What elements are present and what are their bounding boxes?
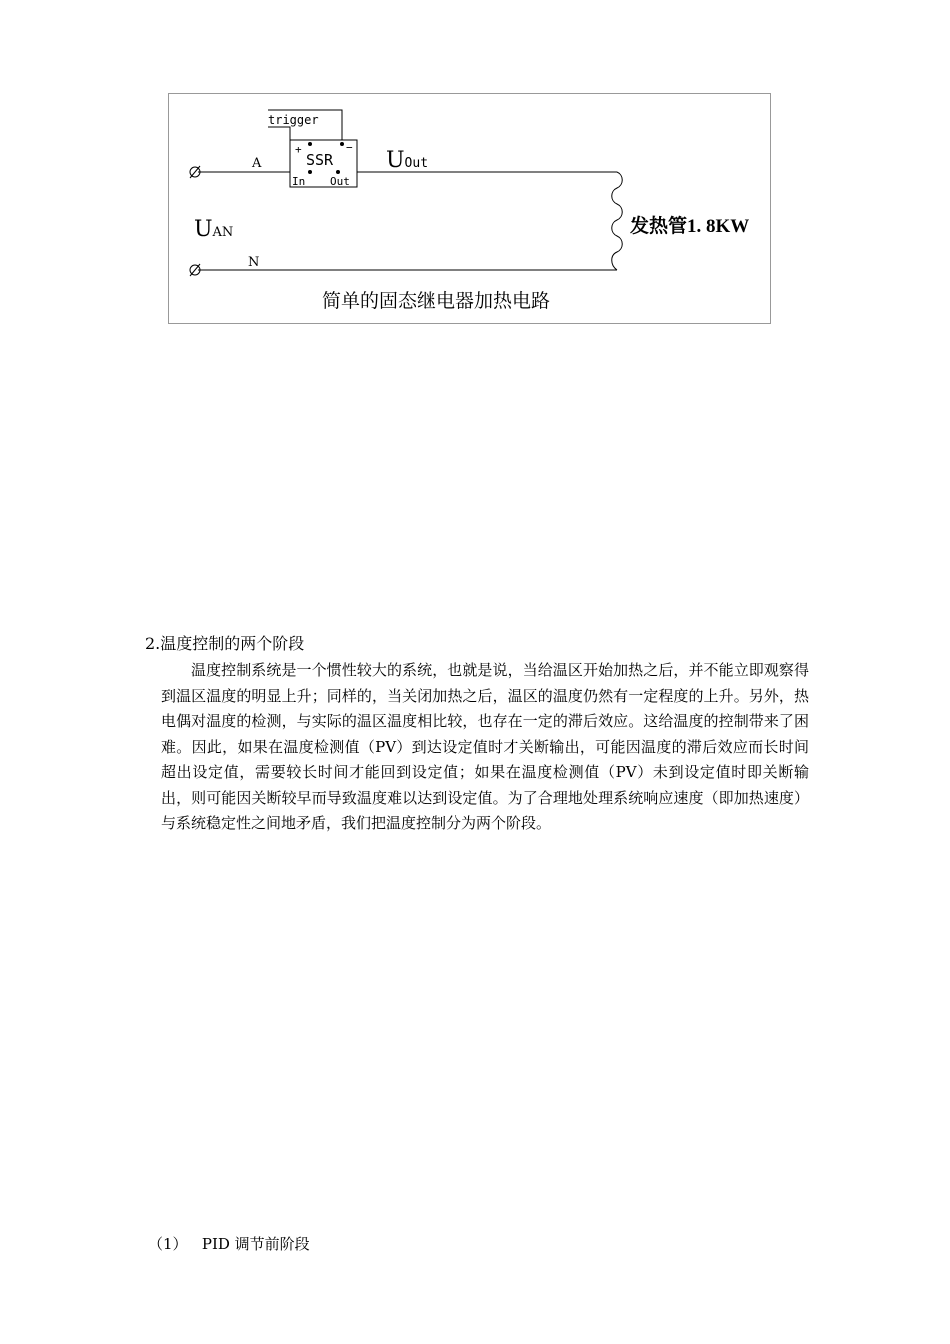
ssr-terminal-minus (340, 142, 344, 146)
section-heading: 2.温度控制的两个阶段 (145, 634, 305, 653)
ssr-out-label: Out (330, 175, 350, 188)
u-an-label: UAN (194, 217, 234, 242)
ssr-terminal-plus (308, 142, 312, 146)
ssr-label: SSR (306, 151, 334, 169)
diagram-caption: 简单的固态继电器加热电路 (322, 291, 551, 312)
ssr-terminal-in (308, 170, 312, 174)
heater-coil-icon (612, 172, 623, 270)
heater-label: 发热管1. 8KW (630, 216, 750, 237)
body-paragraph: 温度控制系统是一个惯性较大的系统，也就是说，当给温区开始加热之后，并不能立即观察得到温区温度的明显上升；同样的，当关闭加热之后，温区的温度仍然有一定程度的上升。另外，热电偶对温度的检测，与实际的温区温度相比较，也存在一定的滞后效应。这给温度的控制带来了困难。因此，如果在温度检测值（PV）到达设定值时才关断输出，可能因温度的滞后效应而长时间超出设定值，需要较长时间才能回到设定值；如果在温度检测值（PV）未到设定值时即关断输出，则可能因关断较早而导致温度难以达到设定值。为了合理地处理系统响应速度（即加热速度）与系统稳定性之间地矛盾，我们把温度控制分为两个阶段。 (161, 661, 809, 832)
ssr-terminal-out (336, 170, 340, 174)
ssr-plus-sign: + (295, 143, 302, 156)
diagram-frame (169, 94, 771, 324)
u-out-label: UOut (386, 148, 429, 173)
ssr-in-label: In (292, 175, 306, 188)
trigger-wire-plus (268, 127, 290, 145)
trigger-label: trigger (268, 113, 319, 127)
line-a-label: A (252, 156, 262, 171)
circuit-diagram (168, 93, 771, 324)
ssr-minus-sign: − (346, 141, 353, 154)
subsection-heading: （1） PID 调节前阶段 (148, 1235, 310, 1253)
line-n-label: N (248, 255, 260, 270)
